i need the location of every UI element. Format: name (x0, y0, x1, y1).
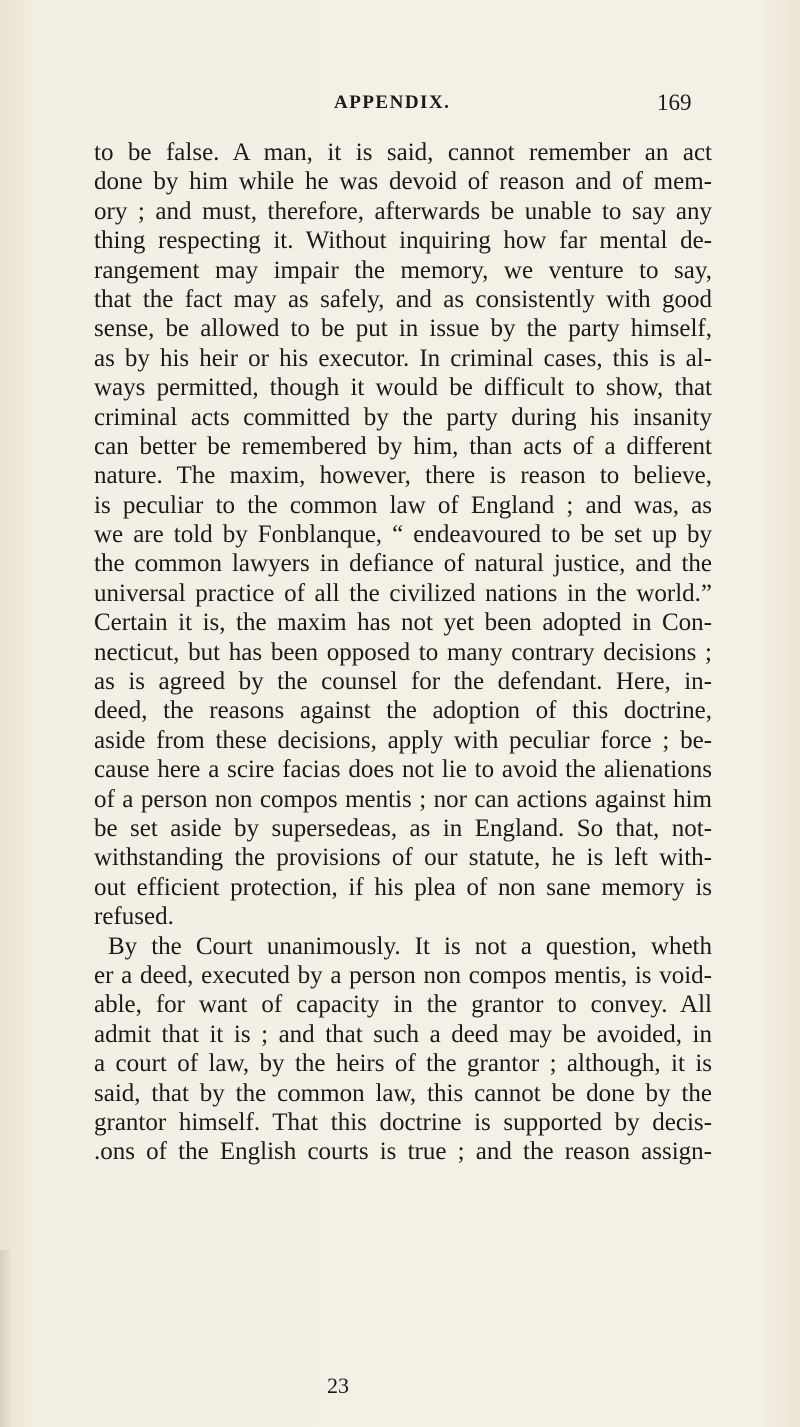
text-line: as by his heir or his executor. In criminal cases, this is al- (94, 344, 712, 372)
text-line: By the Court unanimously. It is not a question, wheth (108, 932, 712, 960)
text-line: as is agreed by the counsel for the defendant. Here, in- (94, 668, 712, 696)
text-line: rangement may impair the memory, we venture to say, (94, 256, 712, 284)
text-line: thing respecting it. Without inquiring how far mental de- (94, 227, 712, 255)
text-line: refused. (94, 903, 174, 931)
text-line: admit that it is ; and that such a deed may be avoided, in (94, 1020, 712, 1048)
text-line: nature. The maxim, however, there is reason to believe, (94, 462, 712, 490)
text-line: cause here a scire facias does not lie to avoid the alienations (94, 756, 712, 784)
text-line: of a person non compos mentis ; nor can actions against him (94, 785, 712, 813)
text-line: necticut, but has been opposed to many contrary decisions ; (94, 638, 712, 666)
text-line: .ons of the English courts is true ; and the reason assign- (94, 1138, 712, 1166)
text-line: grantor himself. That this doctrine is supported by decis- (94, 1108, 712, 1136)
page-edge-shadow (0, 1250, 12, 1427)
text-line: universal practice of all the civilized nations in the world.” (94, 579, 712, 607)
text-line: er a deed, executed by a person non compos mentis, is void- (94, 961, 712, 989)
text-line: deed, the reasons against the adoption of this doctrine, (94, 697, 712, 725)
text-line: done by him while he was devoid of reason and of mem- (94, 168, 712, 196)
text-line: can better be remembered by him, than acts of a different (94, 432, 712, 460)
text-line: withstanding the provisions of our statute, he is left with- (94, 844, 712, 872)
text-line: out efficient protection, if his plea of non sane memory is (94, 873, 712, 901)
text-line: able, for want of capacity in the grantor to convey. All (94, 991, 712, 1019)
text-line: the common lawyers in defiance of natural justice, and the (94, 550, 712, 578)
text-line: is peculiar to the common law of England ; and was, as (94, 491, 712, 519)
text-line: to be false. A man, it is said, cannot remember an act (94, 139, 712, 166)
text-line: said, that by the common law, this cannot be done by the (94, 1079, 712, 1107)
signature-mark: 23 (327, 1373, 349, 1398)
page-number: 169 (657, 90, 692, 115)
text-line: we are told by Fonblanque, “ endeavoured to be set up by (94, 521, 712, 549)
page-header (0, 92, 800, 120)
text-line: ways permitted, though it would be difficult to show, that (94, 374, 712, 402)
text-line: criminal acts committed by the party during his insanity (94, 403, 712, 431)
body-text (94, 138, 712, 1167)
text-line: sense, be allowed to be put in issue by the party himself, (94, 315, 712, 343)
text-line: be set aside by supersedeas, as in England. So that, not- (94, 814, 712, 842)
text-line: Certain it is, the maxim has not yet been adopted in Con- (94, 609, 712, 637)
text-line: aside from these decisions, apply with peculiar force ; be- (94, 726, 712, 754)
text-line: a court of law, by the heirs of the grantor ; although, it is (94, 1050, 712, 1078)
running-head: APPENDIX. (334, 92, 451, 113)
text-line: ory ; and must, therefore, afterwards be unable to say any (94, 197, 712, 225)
text-line: that the fact may as safely, and as consistently with good (94, 285, 712, 313)
